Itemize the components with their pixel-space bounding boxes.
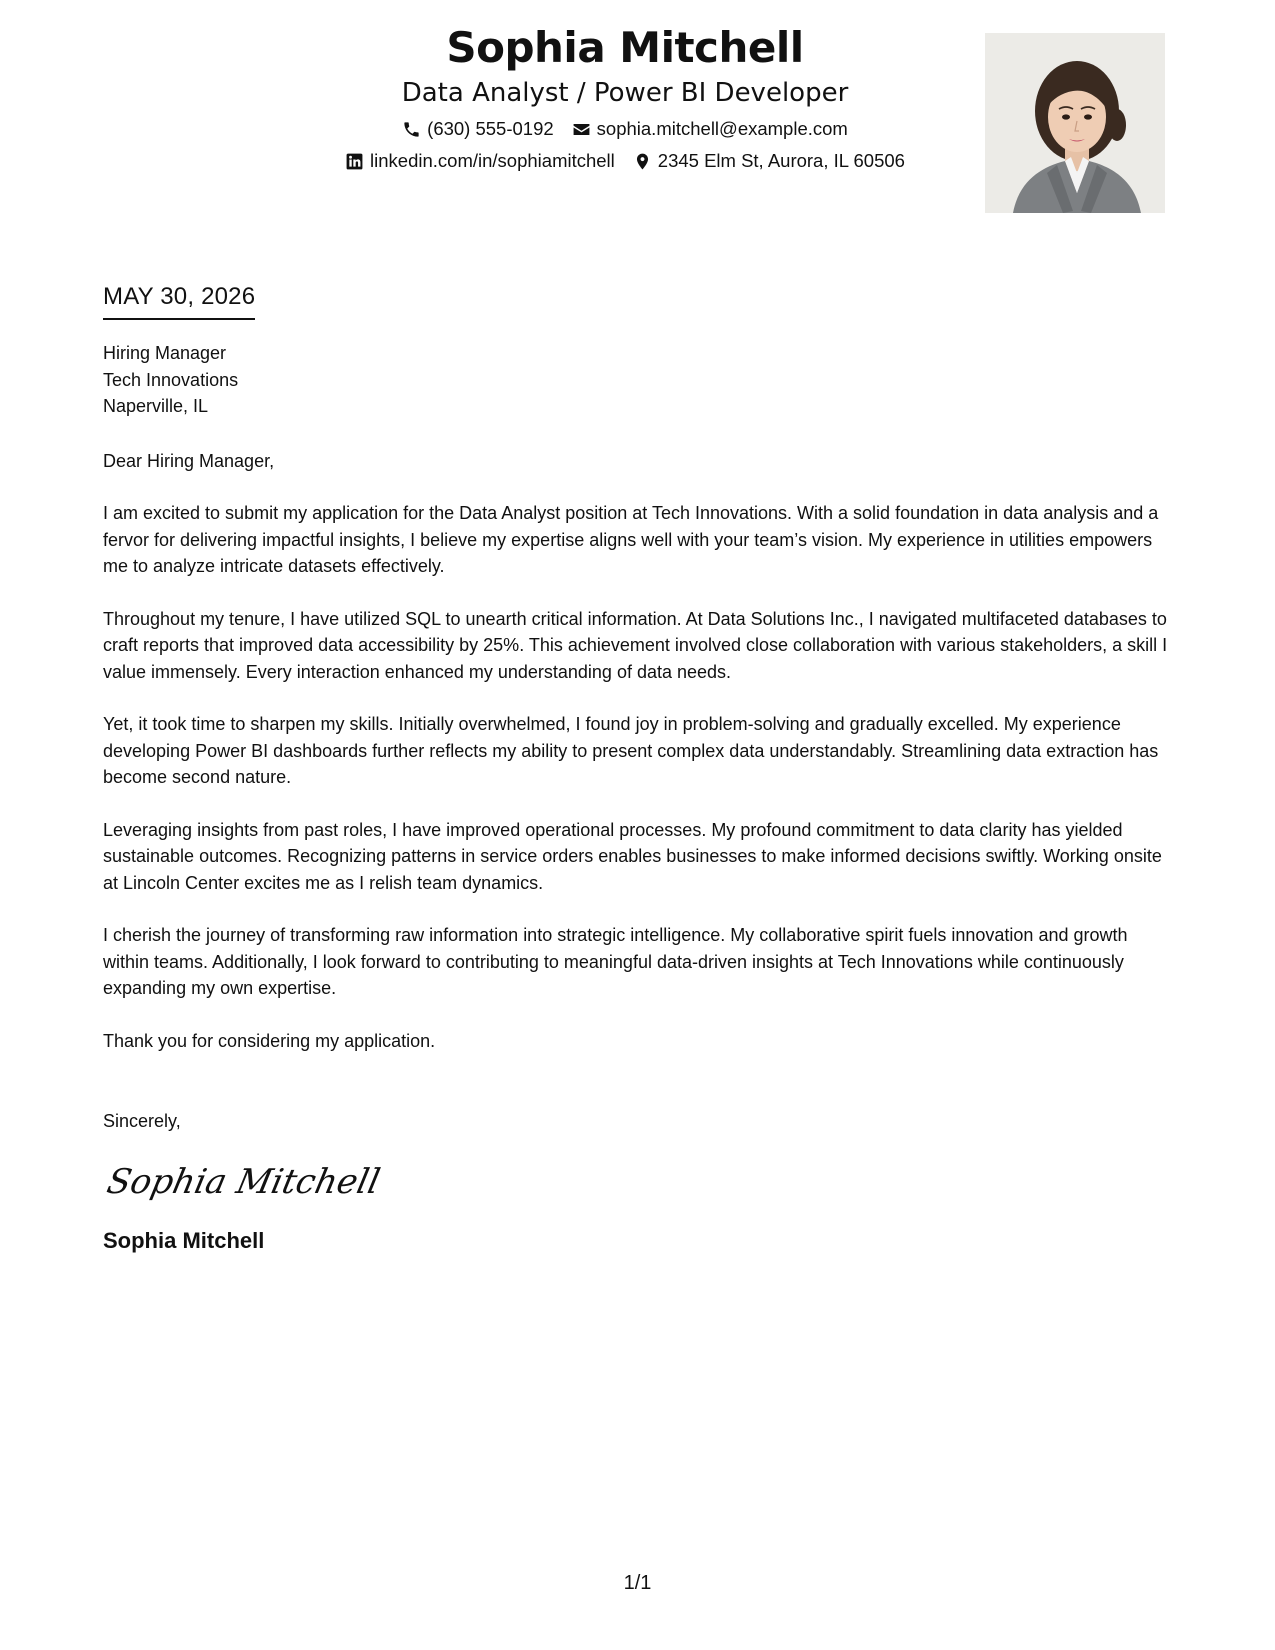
recipient-location: Naperville, IL: [103, 396, 209, 416]
body-paragraph-4: Leveraging insights from past roles, I have improved operational processes. My profound commitment to data clarity has yielded sustainable outcomes. Recognizing patterns in service orders enables businesses to make informed decisions swiftly. Working onsite at Lincoln Center excites me as I relish team dynamics.: [103, 819, 1162, 893]
contact-row-primary: [250, 116, 1000, 142]
address-text: 2345 Elm St, Aurora, IL 60506: [657, 150, 905, 171]
profile-photo: [985, 33, 1165, 213]
page-indicator: 1/1: [623, 1572, 652, 1594]
letter-header: [250, 22, 1000, 174]
signer-name: Sophia Mitchell: [103, 1227, 265, 1253]
recipient-title: Hiring Manager: [103, 343, 227, 363]
contact-address: [633, 148, 905, 174]
contact-phone: [402, 116, 554, 142]
map-pin-icon: [633, 152, 652, 171]
signoff: Sincerely,: [103, 1111, 181, 1131]
letter-body: [103, 282, 1173, 1255]
recipient-block: [103, 340, 1173, 420]
applicant-role: Data Analyst / Power BI Developer: [401, 78, 849, 108]
phone-icon: [402, 120, 421, 139]
letter-date: MAY 30, 2026: [103, 283, 256, 310]
body-paragraph-3: Yet, it took time to sharpen my skills. Initially overwhelmed, I found joy in problem-solving and gradually excelled. My experience developing Power BI dashboards further reflects my ability to present complex data understandably. Streamlining data extraction has become second nature.: [103, 714, 1159, 787]
greeting: Dear Hiring Manager,: [103, 450, 275, 471]
contact-row-secondary: [250, 148, 1000, 174]
contact-email[interactable]: [572, 116, 848, 142]
recipient-company: Tech Innovations: [103, 369, 239, 390]
linkedin-text: linkedin.com/in/sophiamitchell: [370, 150, 615, 171]
email-text: sophia.mitchell@example.com: [596, 118, 848, 139]
linkedin-icon: [345, 152, 364, 171]
contact-linkedin[interactable]: [345, 148, 615, 174]
body-paragraph-5: I cherish the journey of transforming raw information into strategic intelligence. My collaborative spirit fuels innovation and growth within teams. Additionally, I look forward to contributing to meaningful data-driven insights at Tech Innovations while continuously expanding my own expertise.: [103, 925, 1128, 998]
body-paragraph-2: Throughout my tenure, I have utilized SQL to unearth critical information. At Data Solutions Inc., I navigated multifaceted databases to craft reports that improved data accessibility by 25%. This achievement involved close collaboration with various stakeholders, a skill I value immensely. Every interaction enhanced my understanding of data needs.: [103, 608, 1168, 682]
closing-line: Thank you for considering my application.: [103, 1030, 436, 1051]
phone-text: (630) 555-0192: [427, 118, 554, 139]
handwritten-signature: [103, 1157, 1173, 1207]
envelope-icon: [572, 120, 591, 139]
svg-text:Sophia Mitchell: Sophia Mitchell: [103, 1161, 384, 1202]
date-block: [103, 282, 255, 320]
applicant-name: Sophia Mitchell: [446, 23, 804, 72]
body-paragraph-1: I am excited to submit my application for the Data Analyst position at Tech Innovations. With a solid foundation in data analysis and a fervor for delivering impactful insights, I believe my expertise aligns well with your team’s vision. My experience in utilities empowers me to analyze intricate datasets effectively.: [103, 503, 1159, 576]
